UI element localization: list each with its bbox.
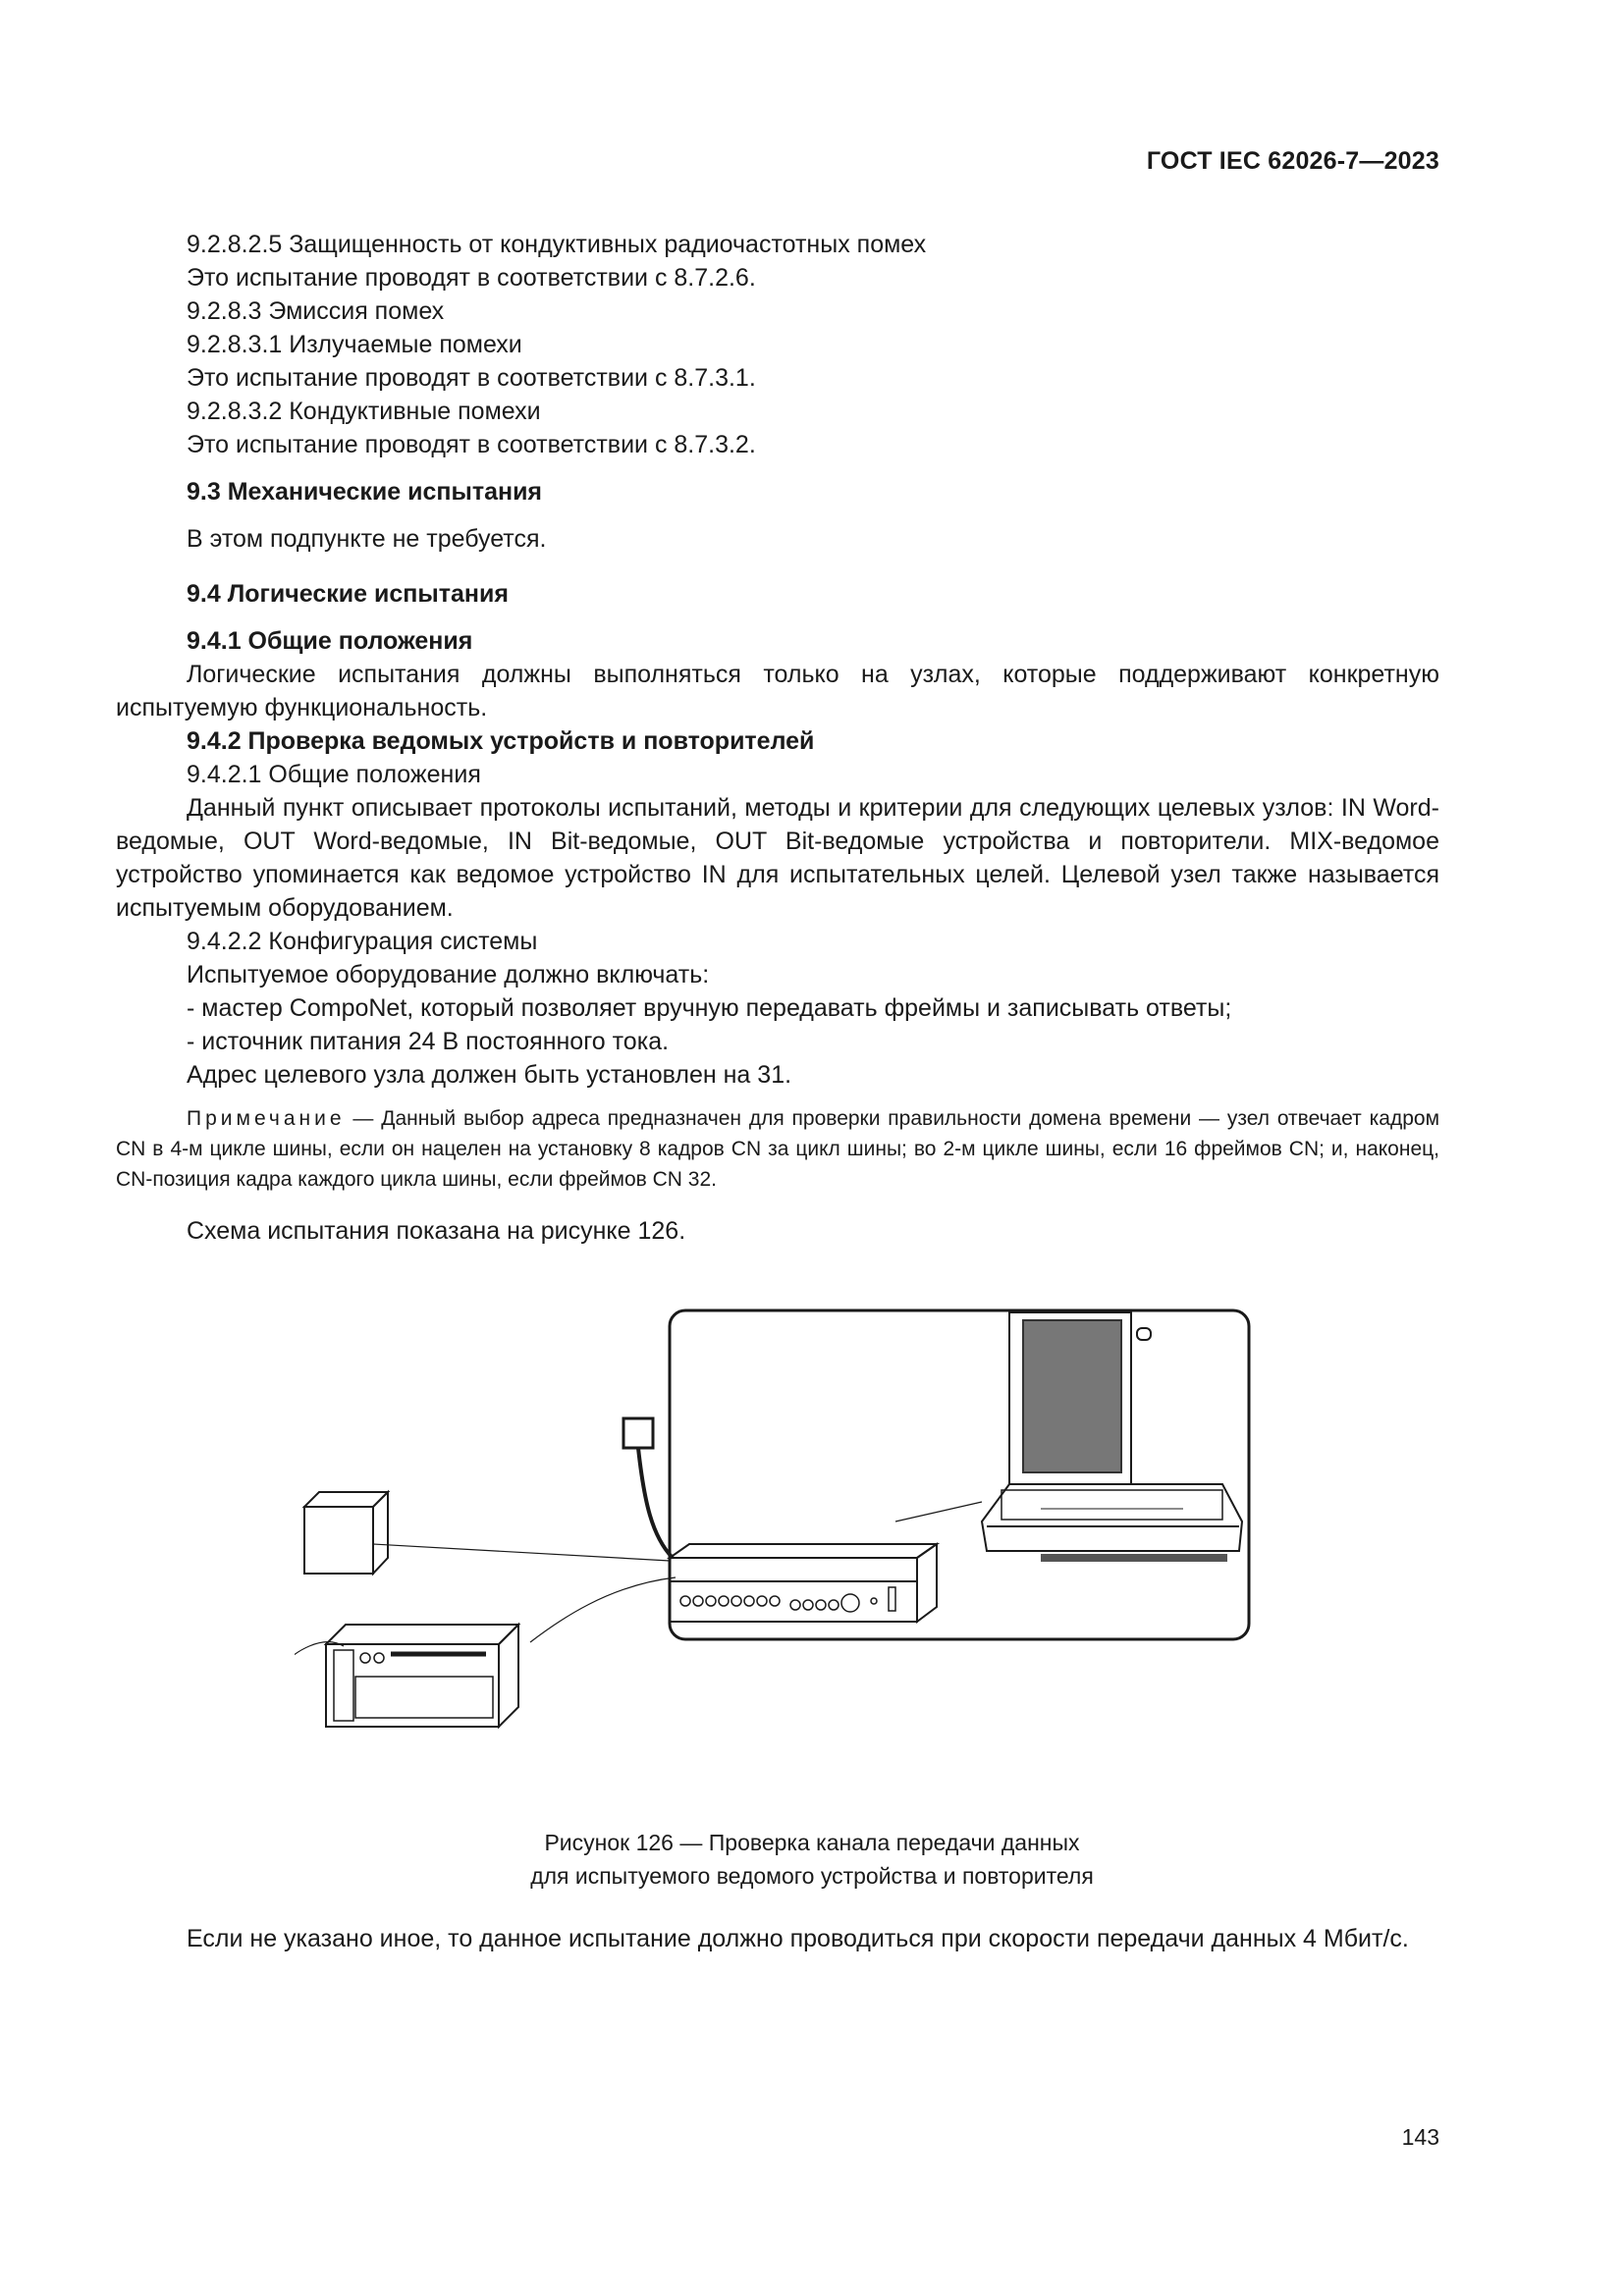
clause-9-4-2-1: 9.4.2.1 Общие положения xyxy=(187,761,481,788)
note xyxy=(116,1103,1439,1195)
paragraph: Данный пункт описывает протоколы испытаний, методы и критерии для следующих целевых узлов: IN Word-ведомые, OUT Word-ведомые, IN Bit-ведомые, OUT Bit-ведомые устройства и повторители. MIX-ведомое устройство упоминается как ведомое устройство IN для испытательных целей. Целевой узел также называется испытуемым оборудованием. xyxy=(116,794,1439,922)
heading-9-4-1: 9.4.1 Общие положения xyxy=(187,627,473,655)
clause-9-2-8-2-5: 9.2.8.2.5 Защищенность от кондуктивных радиочастотных помех xyxy=(187,231,927,258)
paragraph: Логические испытания должны выполняться только на узлах, которые поддерживают конкретную испытуемую функциональность. xyxy=(116,661,1439,721)
enclosure-frame xyxy=(670,1310,1249,1639)
clause-9-4-2-2: 9.4.2.2 Конфигурация системы xyxy=(187,928,538,955)
slave-device-under-test xyxy=(326,1625,518,1727)
caption-line-1: Рисунок 126 — Проверка канала передачи данных xyxy=(544,1830,1080,1855)
paragraph: Адрес целевого узла должен быть установлен на 31. xyxy=(187,1061,792,1089)
terminator-cable xyxy=(295,1642,344,1672)
paragraph: В этом подпункте не требуется. xyxy=(187,525,547,553)
small-box xyxy=(623,1418,653,1448)
master-unit xyxy=(670,1544,937,1622)
document-id: ГОСТ IEC 62026-7—2023 xyxy=(1146,147,1439,175)
heading-9-3: 9.3 Механические испытания xyxy=(187,478,543,506)
cable xyxy=(638,1448,673,1558)
scheme-reference: Схема испытания показана на рисунке 126. xyxy=(187,1217,686,1245)
note-label: Примечание xyxy=(187,1107,346,1130)
power-supply xyxy=(304,1492,388,1574)
body-text xyxy=(116,228,1439,1248)
laptop-cable xyxy=(895,1502,982,1522)
test-setup-diagram xyxy=(295,1301,1257,1791)
figure-126 xyxy=(295,1301,1257,1791)
list-item: - мастер CompoNet, который позволяет вручную передавать фреймы и записывать ответы; xyxy=(187,994,1232,1022)
paragraph: Это испытание проводят в соответствии с 8.7.2.6. xyxy=(187,264,756,292)
paragraph-data-rate: Если не указано иное, то данное испытание должно проводиться при скорости передачи данных 4 Мбит/с. xyxy=(187,1925,1409,1952)
clause-9-2-8-3: 9.2.8.3 Эмиссия помех xyxy=(187,297,445,325)
device-cable xyxy=(530,1577,676,1642)
page-number: 143 xyxy=(1401,2124,1439,2150)
list-item: - источник питания 24 В постоянного тока. xyxy=(187,1028,670,1055)
paragraph: Испытуемое оборудование должно включать: xyxy=(187,961,710,988)
paragraph: Это испытание проводят в соответствии с 8.7.3.1. xyxy=(187,364,756,392)
clause-9-2-8-3-2: 9.2.8.3.2 Кондуктивные помехи xyxy=(187,398,541,425)
power-cable xyxy=(373,1544,670,1561)
clause-9-2-8-3-1: 9.2.8.3.1 Излучаемые помехи xyxy=(187,331,522,358)
caption-line-2: для испытуемого ведомого устройства и повторителя xyxy=(530,1863,1094,1889)
heading-9-4: 9.4 Логические испытания xyxy=(187,580,509,608)
heading-9-4-2: 9.4.2 Проверка ведомых устройств и повторителей xyxy=(187,727,815,755)
paragraph: Это испытание проводят в соответствии с 8.7.3.2. xyxy=(187,431,756,458)
laptop xyxy=(982,1312,1242,1562)
figure-caption xyxy=(0,1826,1624,1893)
note-text: — Данный выбор адреса предназначен для проверки правильности домена времени — узел отвечает кадром CN в 4-м цикле шины, если он нацелен на установку 8 кадров CN за цикл шины; во 2-м цикле шины, если 16 фреймов CN; и, наконец, CN-позиция кадра каждого цикла шины, если фреймов CN 32. xyxy=(116,1107,1439,1191)
